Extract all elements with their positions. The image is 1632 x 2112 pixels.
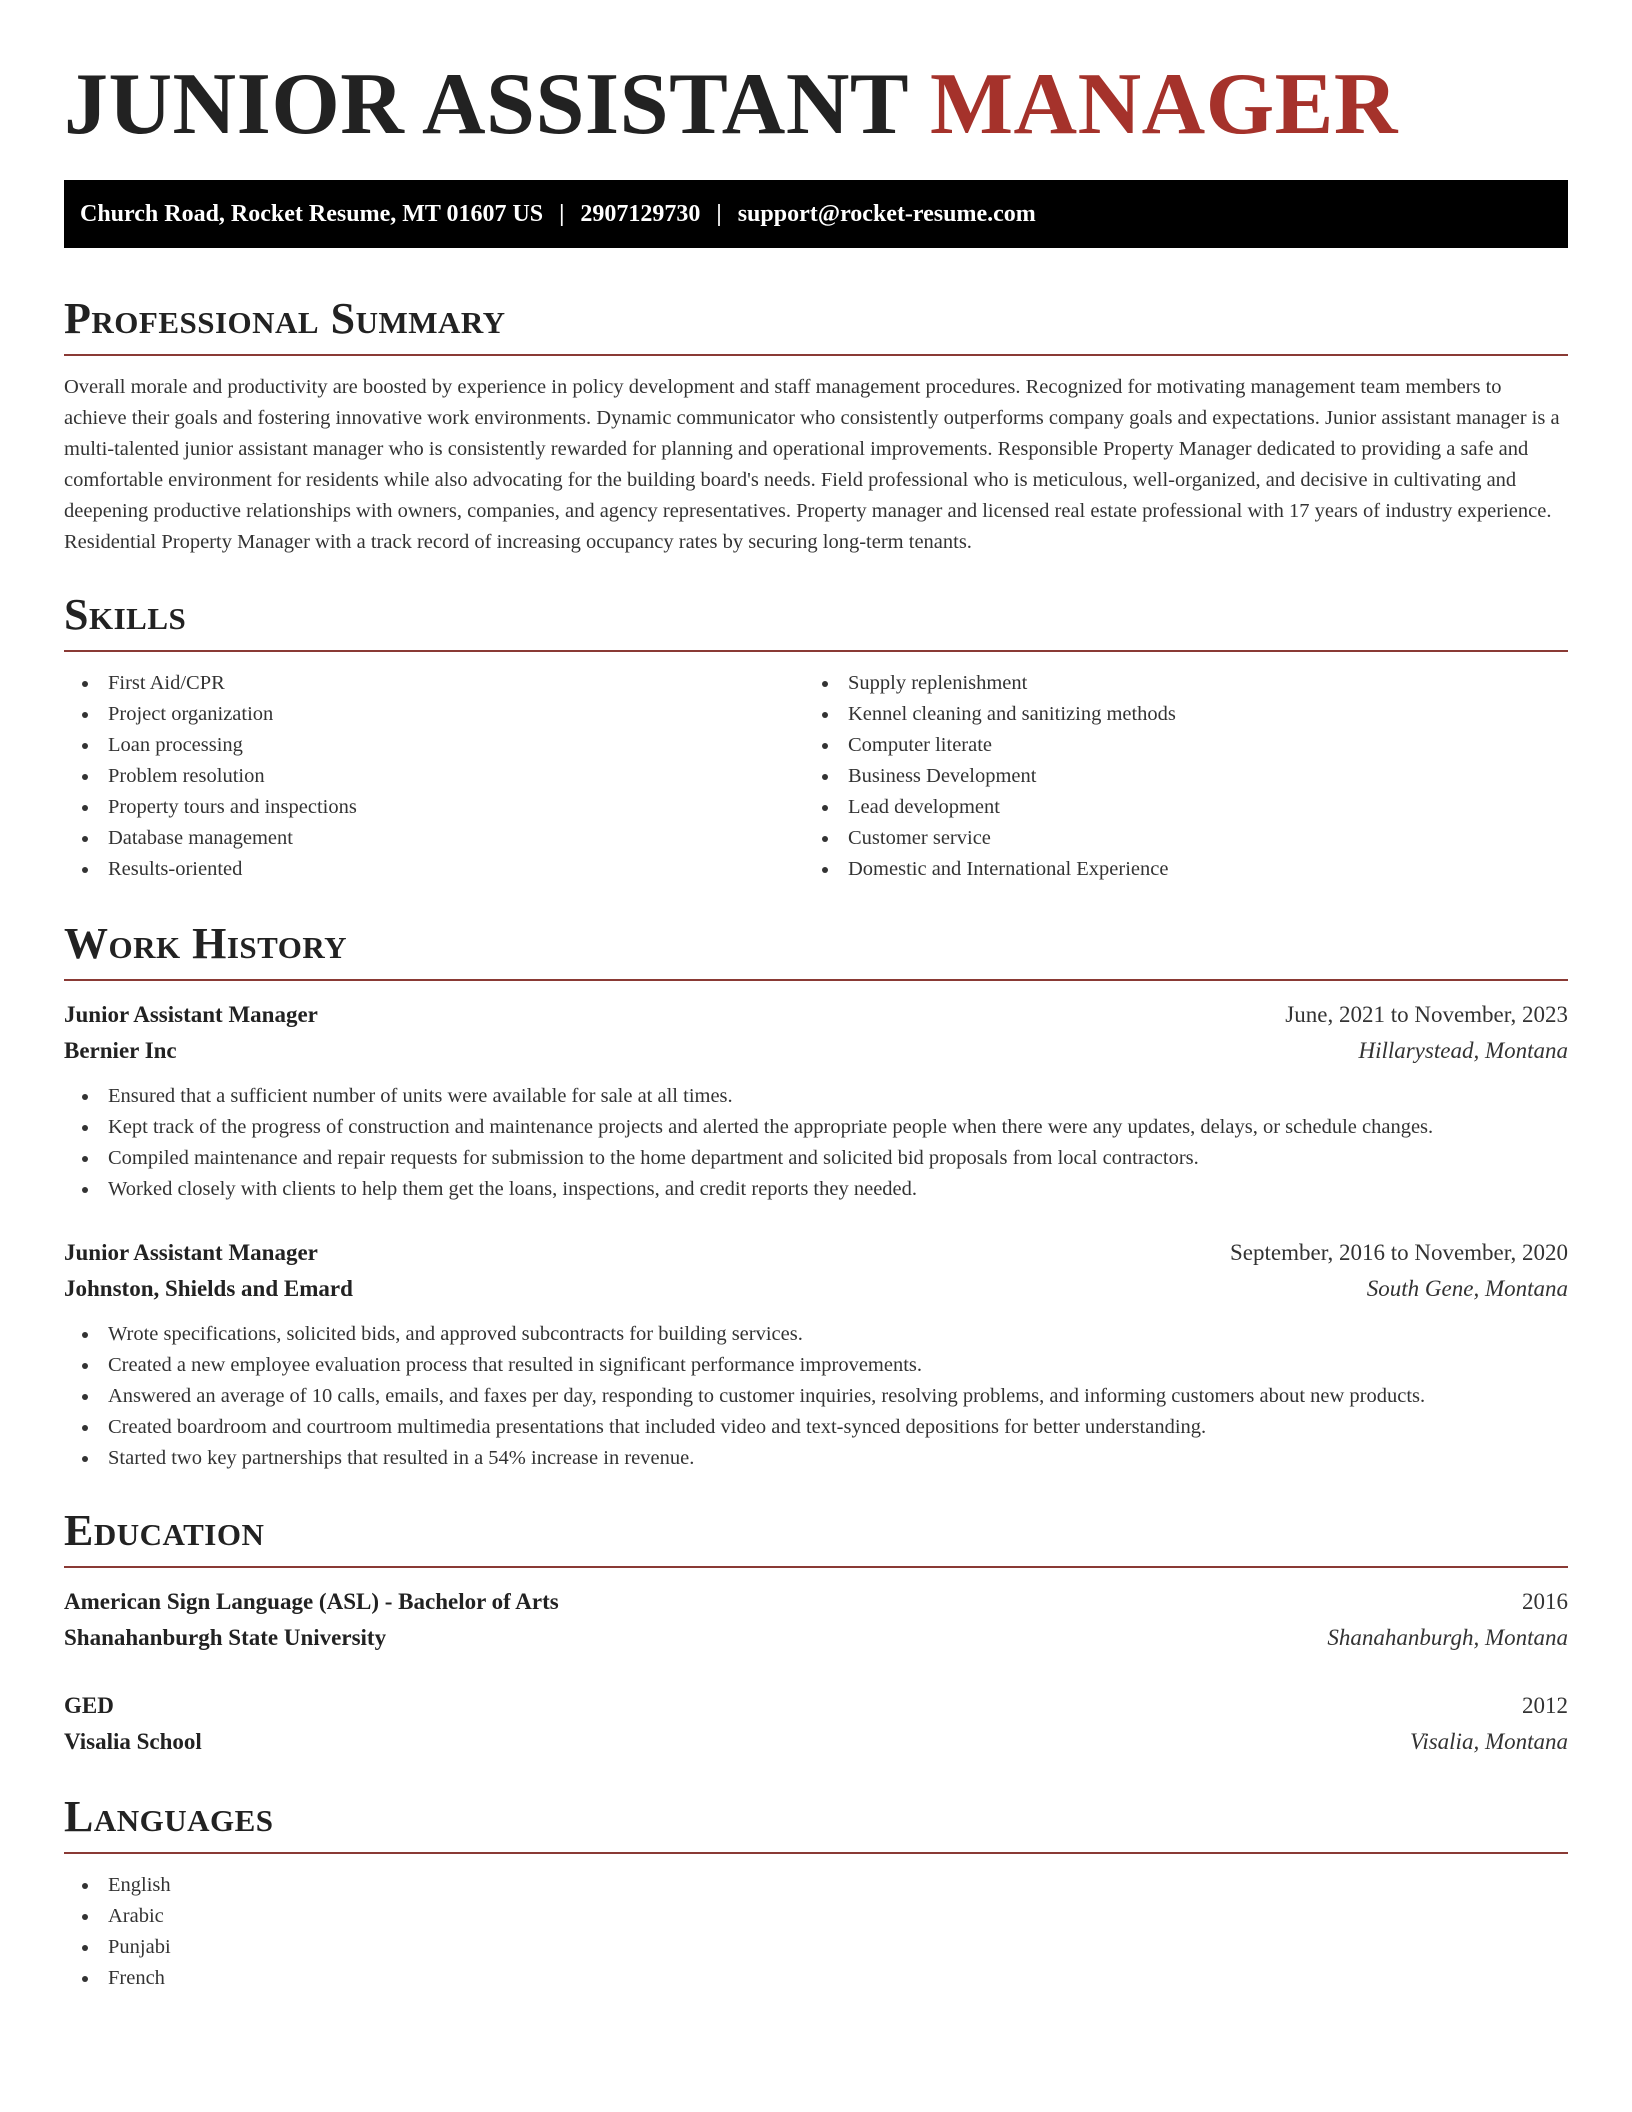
skill-item: Lead development — [804, 792, 1568, 823]
job-bullets — [64, 1081, 1568, 1205]
skills-title: Skills — [64, 590, 187, 639]
job-location: South Gene, Montana — [1366, 1276, 1568, 1301]
summary-section — [64, 292, 1568, 558]
skill-item: Problem resolution — [64, 761, 804, 792]
job-location: Hillarystead, Montana — [1358, 1038, 1568, 1063]
resume-name — [64, 50, 1568, 160]
name-main: JUNIOR ASSISTANT — [64, 56, 908, 153]
skill-item: Database management — [64, 823, 804, 854]
education-school-row — [64, 1620, 1568, 1656]
education-header-row — [64, 1584, 1568, 1620]
job-header-row — [64, 1235, 1568, 1271]
job-bullet: Worked closely with clients to help them get the loans, inspections, and credit reports they needed. — [64, 1174, 1568, 1205]
skill-item: Loan processing — [64, 730, 804, 761]
education-title: Education — [64, 1506, 265, 1555]
language-item: Arabic — [64, 1901, 1568, 1932]
job-bullet: Wrote specifications, solicited bids, and approved subcontracts for building services. — [64, 1319, 1568, 1350]
education-header-row — [64, 1688, 1568, 1724]
skill-item: Supply replenishment — [804, 668, 1568, 699]
job-entry — [64, 997, 1568, 1205]
summary-title: Professional Summary — [64, 294, 506, 343]
section-divider — [64, 354, 1568, 356]
skill-item: Property tours and inspections — [64, 792, 804, 823]
job-entry — [64, 1235, 1568, 1474]
education-school: Shanahanburgh State University — [64, 1625, 387, 1650]
section-divider — [64, 979, 1568, 981]
language-item: French — [64, 1963, 1568, 1994]
contact-separator: | — [716, 200, 722, 227]
job-company: Bernier Inc — [64, 1038, 177, 1063]
job-bullet: Kept track of the progress of construction and maintenance projects and alerted the appropriate people when there were any updates, delays, or schedule changes. — [64, 1112, 1568, 1143]
skill-item: Business Development — [804, 761, 1568, 792]
job-dates: September, 2016 to November, 2020 — [1230, 1240, 1568, 1265]
job-bullet: Created boardroom and courtroom multimedia presentations that included video and text-synced depositions for better understanding. — [64, 1412, 1568, 1443]
contact-separator: | — [559, 200, 565, 227]
languages-list — [64, 1870, 1568, 1994]
skill-item: First Aid/CPR — [64, 668, 804, 699]
languages-title: Languages — [64, 1792, 274, 1841]
job-company: Johnston, Shields and Emard — [64, 1276, 353, 1301]
contact-bar — [64, 180, 1568, 248]
work-history-title: Work History — [64, 919, 348, 968]
skills-section — [64, 588, 1568, 885]
contact-address: Church Road, Rocket Resume, MT 01607 US — [80, 200, 544, 227]
skill-item: Results-oriented — [64, 854, 804, 885]
section-divider — [64, 1566, 1568, 1568]
education-school: Visalia School — [64, 1729, 202, 1754]
job-dates: June, 2021 to November, 2023 — [1285, 1002, 1568, 1027]
language-item: Punjabi — [64, 1932, 1568, 1963]
contact-phone: 2907129730 — [580, 200, 701, 227]
job-bullet: Started two key partnerships that resulted in a 54% increase in revenue. — [64, 1443, 1568, 1474]
skill-item: Project organization — [64, 699, 804, 730]
job-role: Junior Assistant Manager — [64, 1240, 318, 1265]
job-bullets — [64, 1319, 1568, 1474]
skills-grid — [64, 668, 1568, 885]
job-bullet: Ensured that a sufficient number of units were available for sale at all times. — [64, 1081, 1568, 1112]
skill-item: Domestic and International Experience — [804, 854, 1568, 885]
job-company-row — [64, 1033, 1568, 1069]
education-entry — [64, 1688, 1568, 1760]
job-company-row — [64, 1271, 1568, 1307]
education-degree: GED — [64, 1693, 114, 1718]
job-bullet: Created a new employee evaluation process that resulted in significant performance improvements. — [64, 1350, 1568, 1381]
name-accent: MANAGER — [929, 56, 1398, 153]
education-school-row — [64, 1724, 1568, 1760]
education-location: Visalia, Montana — [1409, 1729, 1568, 1754]
skills-list-right — [804, 668, 1568, 885]
education-location: Shanahanburgh, Montana — [1327, 1625, 1568, 1650]
contact-email: support@rocket-resume.com — [737, 200, 1036, 227]
skill-item: Computer literate — [804, 730, 1568, 761]
education-entry — [64, 1584, 1568, 1656]
section-divider — [64, 650, 1568, 652]
education-degree: American Sign Language (ASL) - Bachelor of Arts — [64, 1589, 559, 1614]
summary-text: Overall morale and productivity are boosted by experience in policy development and staff management procedures. Recognized for motivating management team members to achieve their goals and fostering innovative work environments. Dynamic communicator who consistently outperforms company goals and expectations. Junior assistant manager is a multi-talented junior assistant manager who is consistently rewarded for planning and operational improvements. Responsible Property Manager dedicated to providing a safe and comfortable environment for residents while also advocating for the building board's needs. Field professional who is meticulous, well-organized, and decisive in cultivating and deepening productive relationships with owners, companies, and agency representatives. Property manager and licensed real estate professional with 17 years of industry experience. Residential Property Manager with a track record of increasing occupancy rates by securing long-term tenants. — [64, 376, 1560, 553]
skills-list-left — [64, 668, 804, 885]
education-section — [64, 1504, 1568, 1760]
languages-section — [64, 1790, 1568, 1994]
job-role: Junior Assistant Manager — [64, 1002, 318, 1027]
job-bullet: Answered an average of 10 calls, emails, and faxes per day, responding to customer inquiries, resolving problems, and informing customers about new products. — [64, 1381, 1568, 1412]
language-item: English — [64, 1870, 1568, 1901]
education-year: 2016 — [1522, 1589, 1568, 1614]
skill-item: Kennel cleaning and sanitizing methods — [804, 699, 1568, 730]
section-divider — [64, 1852, 1568, 1854]
job-header-row — [64, 997, 1568, 1033]
skill-item: Customer service — [804, 823, 1568, 854]
job-bullet: Compiled maintenance and repair requests for submission to the home department and solicited bid proposals from local contractors. — [64, 1143, 1568, 1174]
education-year: 2012 — [1522, 1693, 1568, 1718]
work-history-section — [64, 917, 1568, 1474]
